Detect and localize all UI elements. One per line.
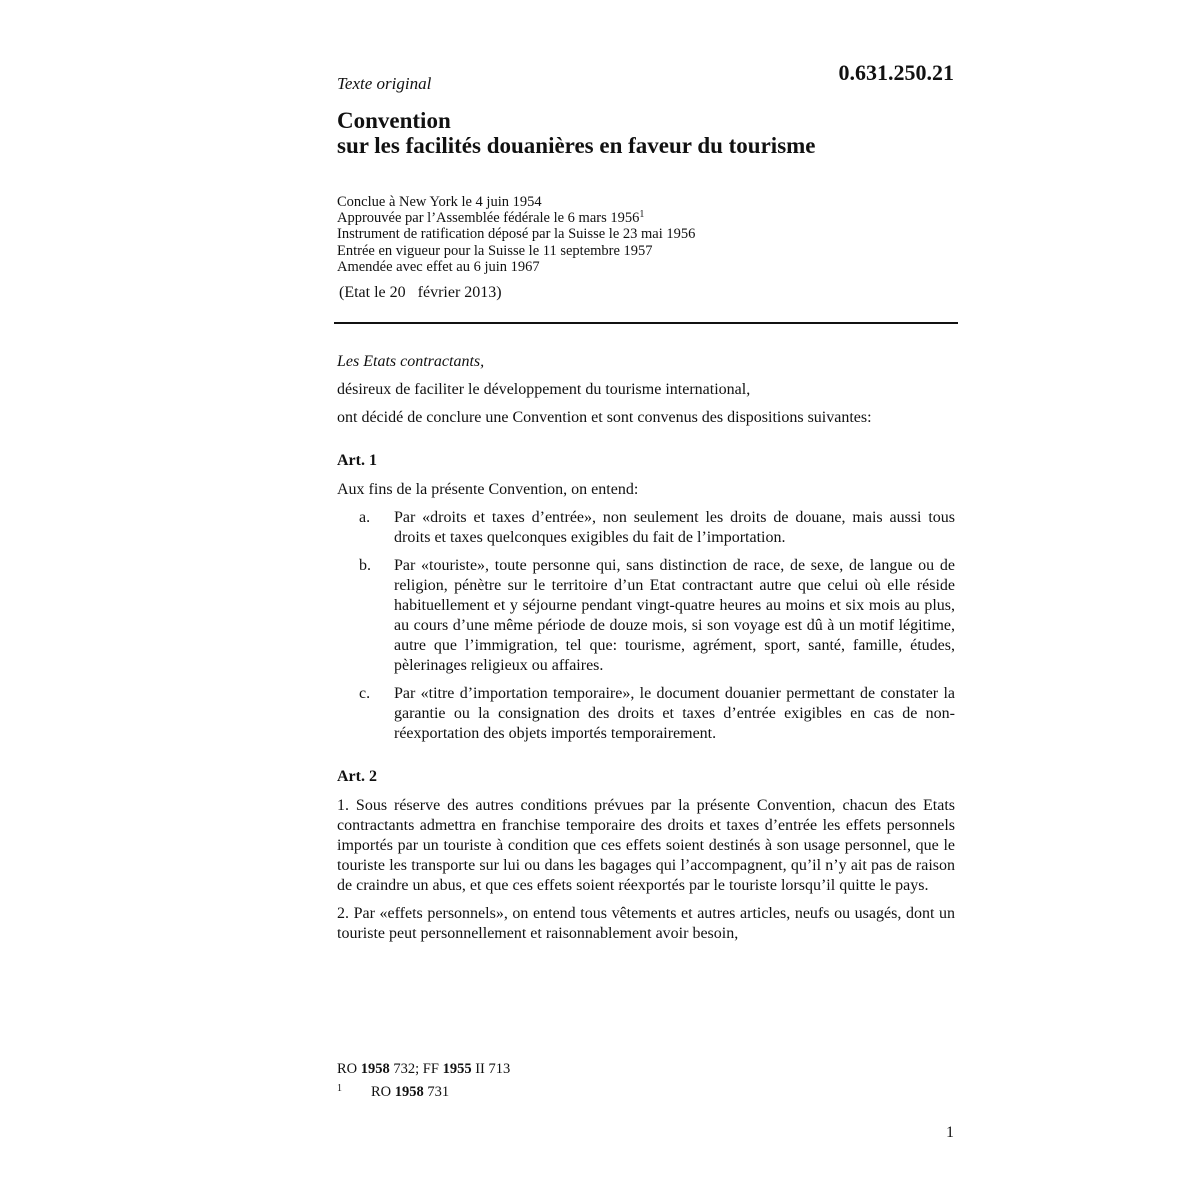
meta-concluded: Conclue à New York le 4 juin 1954 (337, 194, 542, 210)
document-title (337, 108, 816, 158)
meta-ratification: Instrument de ratification déposé par la Suisse le 23 mai 1956 (337, 226, 696, 243)
fn1-prefix: RO (371, 1084, 395, 1100)
meta-approved (337, 210, 695, 226)
document-number: 0.631.250.21 (838, 60, 954, 85)
document-metadata (337, 194, 695, 275)
list-item-letter: a. (359, 509, 371, 526)
ref-ro-prefix: RO (337, 1061, 361, 1077)
list-item-letter: b. (359, 557, 371, 574)
ref-ff-page: II 713 (471, 1061, 511, 1077)
ref-ff-year: 1955 (442, 1061, 472, 1077)
footnote-ref-1[interactable]: 1 (639, 209, 645, 221)
meta-amended: Amendée avec effet au 6 juin 1967 (337, 258, 540, 275)
meta-in-force: Entrée en vigueur pour la Suisse le 11 septembre 1957 (337, 242, 653, 259)
status-date: (Etat le 20 février 2013) (339, 284, 502, 301)
title-line-2: sur les facilités douanières en faveur du tourisme (337, 133, 816, 158)
article-2-heading: Art. 2 (337, 768, 377, 785)
article-1-intro: Aux fins de la présente Convention, on entend: (337, 481, 639, 498)
article-2-paragraph-2: 2. Par «effets personnels», on entend tous vêtements et autres articles, neufs ou usagés, dont un touriste peut personnellement et raisonnablement avoir besoin, (337, 905, 955, 942)
ref-ro-year: 1958 (360, 1061, 390, 1077)
list-item (337, 556, 955, 676)
list-item-text: Par «droits et taxes d’entrée», non seulement les droits de douane, mais aussi tous droits et taxes quelconques exigibles du fait de l’importation. (394, 509, 955, 546)
document-body (337, 352, 955, 944)
preamble-intro: Les Etats contractants, (337, 353, 485, 370)
footnote-1-mark: 1 (337, 1083, 342, 1094)
article-1-heading: Art. 1 (337, 452, 377, 469)
list-item (337, 508, 955, 548)
preamble-line-1: désireux de faciliter le développement du tourisme international, (337, 381, 751, 398)
ref-ro-page: 732; FF (389, 1061, 443, 1077)
document-label: Texte original (337, 74, 432, 93)
footnote-source-reference (337, 1060, 510, 1079)
footnote-1 (337, 1079, 510, 1102)
fn1-page: 731 (423, 1084, 450, 1100)
list-item (337, 684, 955, 744)
list-item-letter: c. (359, 685, 371, 702)
article-2-paragraph-1: 1. Sous réserve des autres conditions prévues par la présente Convention, chacun des Etats contractants admettra en franchise temporaire des droits et taxes d’entrée les effets personnels importés par un touriste à condition que ces effets soient destinés à son usage personnel, que le touriste les transporte sur lui ou dans les bagages qui l’accompagnent, qu’il n’y ait pas de raison de craindre un abus, et que ces effets soient réexportés par le touriste lorsqu’il quitte le pays. (337, 797, 955, 894)
preamble-line-2: ont décidé de conclure une Convention et sont convenus des dispositions suivantes: (337, 409, 872, 426)
fn1-year: 1958 (394, 1084, 424, 1100)
page-number: 1 (946, 1124, 954, 1141)
list-item-text: Par «titre d’importation temporaire», le document douanier permettant de constater la garantie ou la consignation des droits et taxes d’entrée exigibles en cas de non-réexportation des objets importés temporairement. (394, 685, 955, 742)
header-divider (334, 322, 958, 324)
list-item-text: Par «touriste», toute personne qui, sans distinction de race, de sexe, de langue ou de religion, pénètre sur le territoire d’un Etat contractant autre que celui où elle réside habituellement et y séjourne pendant vingt-quatre heures au moins et six mois au plus, au cours d’une même période de douze mois, si son voyage est dû à un motif légitime, autre que l’immigration, tel que: tourisme, agrément, sport, santé, famille, études, pèlerinages religieux ou affaires. (394, 557, 955, 674)
footnotes (337, 1060, 510, 1102)
title-line-1: Convention (337, 108, 451, 133)
meta-approved-text: Approuvée par l’Assemblée fédérale le 6 mars 1956 (337, 210, 640, 227)
